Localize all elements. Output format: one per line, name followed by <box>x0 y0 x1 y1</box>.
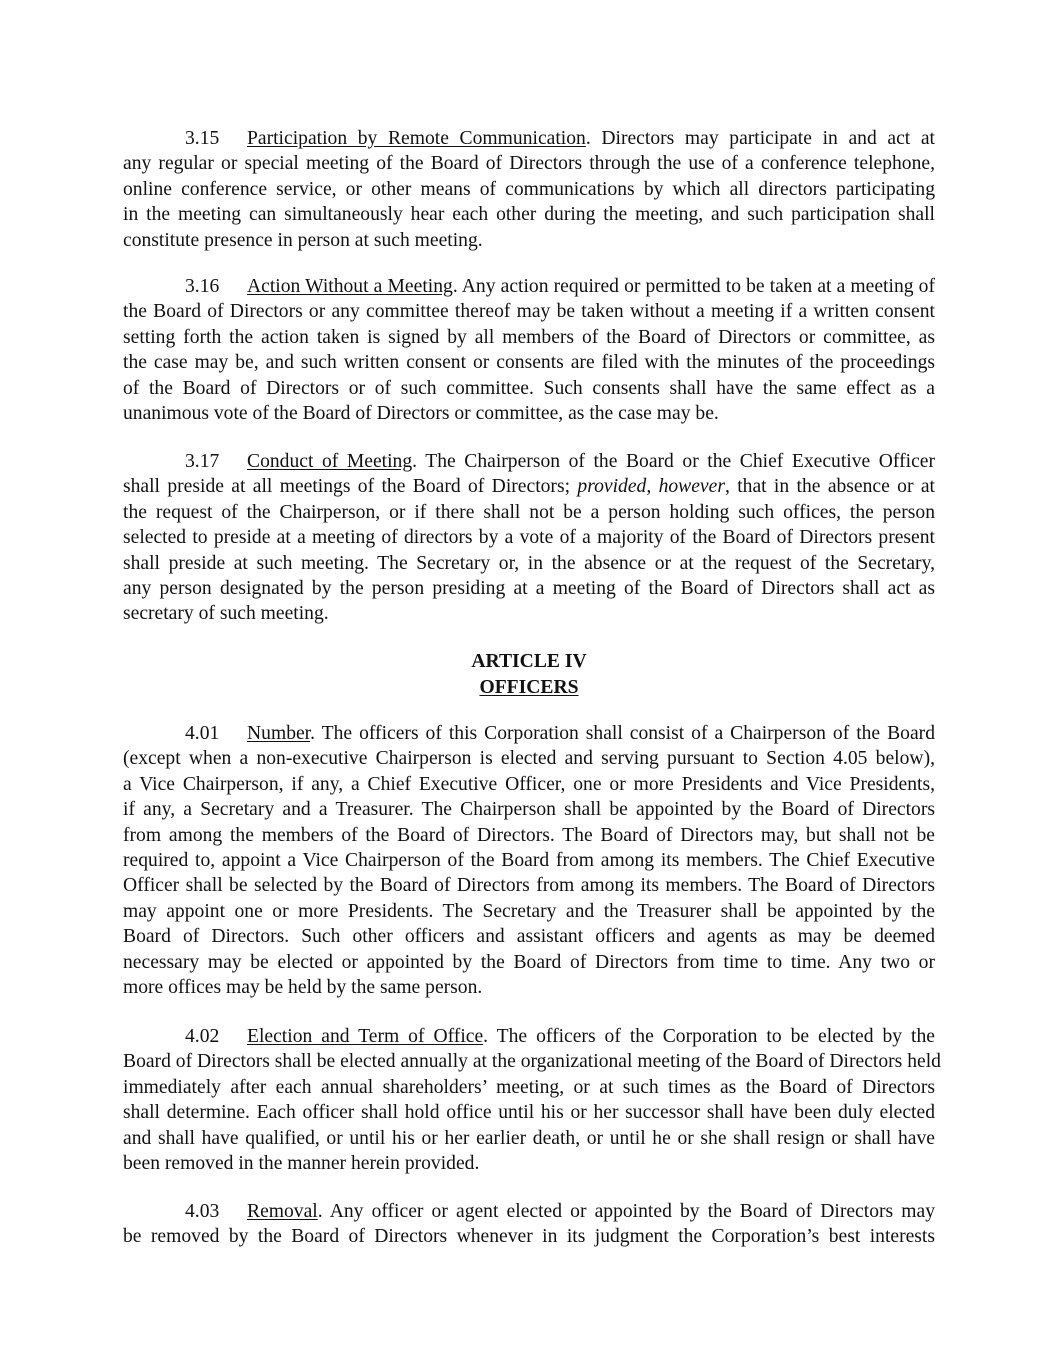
section-line: required to, appoint a Vice Chairperson of the Board from among its members. The Chief Executive <box>123 850 935 871</box>
section-line: shall preside at such meeting. The Secretary or, in the absence or at the request of the Secretary, <box>123 552 935 574</box>
section-title: Number <box>247 723 311 744</box>
section-line: Board of Directors shall be elected annually at the organizational meeting of the Board of Directors held <box>123 1051 941 1073</box>
section-line: the request of the Chairperson, or if there shall not be a person holding such offices, the person <box>123 501 935 523</box>
section-line: any person designated by the person presiding at a meeting of the Board of Directors shall act as <box>123 578 935 599</box>
section-line <box>185 1199 935 1224</box>
section-text: shall preside at all meetings of the Board of Directors; <box>123 476 578 498</box>
section-line: setting forth the action taken is signed by all members of the Board of Directors or committee, as <box>123 326 935 348</box>
section-line <box>185 1024 935 1049</box>
section-line: if any, a Secretary and a Treasurer. The Chairperson shall be appointed by the Board of Directors <box>123 799 935 821</box>
section-text: . Directors may participate in and act at <box>585 128 935 149</box>
section-line: a Vice Chairperson, if any, a Chief Executive Officer, one or more Presidents and Vice Presidents, <box>123 773 935 795</box>
section-line: shall determine. Each officer shall hold office until his or her successor shall have been duly elected <box>123 1102 935 1124</box>
section-line: unanimous vote of the Board of Directors or committee, as the case may be. <box>123 403 719 424</box>
section-title: Removal <box>247 1201 318 1222</box>
section-number: 3.15 <box>185 128 220 149</box>
section-line: constitute presence in person at such meeting. <box>123 229 483 251</box>
section-line: necessary may be elected or appointed by the Board of Directors from time to time. Any two or <box>123 951 935 973</box>
section-text: . The Chairperson of the Board or the Chief Executive Officer <box>412 451 935 472</box>
section-line: any regular or special meeting of the Board of Directors through the use of a conference telephone, <box>123 153 935 175</box>
section-line <box>185 126 935 151</box>
section-line: from among the members of the Board of Directors. The Board of Directors may, but shall not be <box>123 824 935 846</box>
section-title: Election and Term of Office <box>247 1026 484 1047</box>
section-line: of the Board of Directors or of such committee. Such consents shall have the same effect as a <box>123 377 935 399</box>
section-line: (except when a non-executive Chairperson is elected and serving pursuant to Section 4.05 below), <box>123 748 935 770</box>
section-line: online conference service, or other means of communications by which all directors participating <box>123 178 935 200</box>
section-line: more offices may be held by the same person. <box>123 977 483 998</box>
section-number: 3.16 <box>185 276 220 297</box>
section-text: . Any action required or permitted to be taken at a meeting of <box>452 276 936 297</box>
section-line: in the meeting can simultaneously hear each other during the meeting, and such participation shall <box>123 204 935 226</box>
section-line: and shall have qualified, or until his or her earlier death, or until he or she shall resign or shall have <box>123 1127 935 1149</box>
section-text: . Any officer or agent elected or appointed by the Board of Directors may <box>317 1201 935 1222</box>
section-line <box>123 474 935 499</box>
section-line: may appoint one or more Presidents. The Secretary and the Treasurer shall be appointed by the <box>123 900 935 922</box>
section-text: , that in the absence or at <box>724 476 935 498</box>
article-name <box>123 675 935 700</box>
section-line: secretary of such meeting. <box>123 603 329 625</box>
section-number: 4.03 <box>185 1201 220 1222</box>
section-title: Action Without a Meeting <box>247 276 453 297</box>
section-text: . The officers of this Corporation shall consist of a Chairperson of the Board <box>310 723 935 744</box>
italic-proviso: provided, however <box>577 476 725 498</box>
article-label: ARTICLE IV <box>471 651 587 672</box>
section-line: Officer shall be selected by the Board of Directors from among its members. The Board of Directors <box>123 875 935 897</box>
section-title: Participation by Remote Communication <box>247 128 586 149</box>
section-text: . The officers of the Corporation to be elected by the <box>483 1026 935 1047</box>
section-line: Board of Directors. Such other officers and assistant officers and agents as may be deemed <box>123 926 935 948</box>
section-line: immediately after each annual shareholders’ meeting, or at such times as the Board of Directors <box>123 1076 935 1098</box>
section-line <box>185 274 935 299</box>
article-name-text: OFFICERS <box>479 677 579 698</box>
section-line: be removed by the Board of Directors whenever in its judgment the Corporation’s best interests <box>123 1226 935 1248</box>
section-line: been removed in the manner herein provided. <box>123 1153 480 1174</box>
section-line <box>185 449 935 474</box>
section-number: 4.02 <box>185 1026 220 1047</box>
section-line: the Board of Directors or any committee thereof may be taken without a meeting if a written consent <box>123 301 935 323</box>
section-number: 3.17 <box>185 451 220 472</box>
section-line: the case may be, and such written consent or consents are filed with the minutes of the proceedings <box>123 352 935 374</box>
section-line: selected to preside at a meeting of directors by a vote of a majority of the Board of Directors present <box>123 527 935 549</box>
section-title: Conduct of Meeting <box>247 451 413 472</box>
section-line <box>185 721 935 746</box>
section-number: 4.01 <box>185 723 220 744</box>
